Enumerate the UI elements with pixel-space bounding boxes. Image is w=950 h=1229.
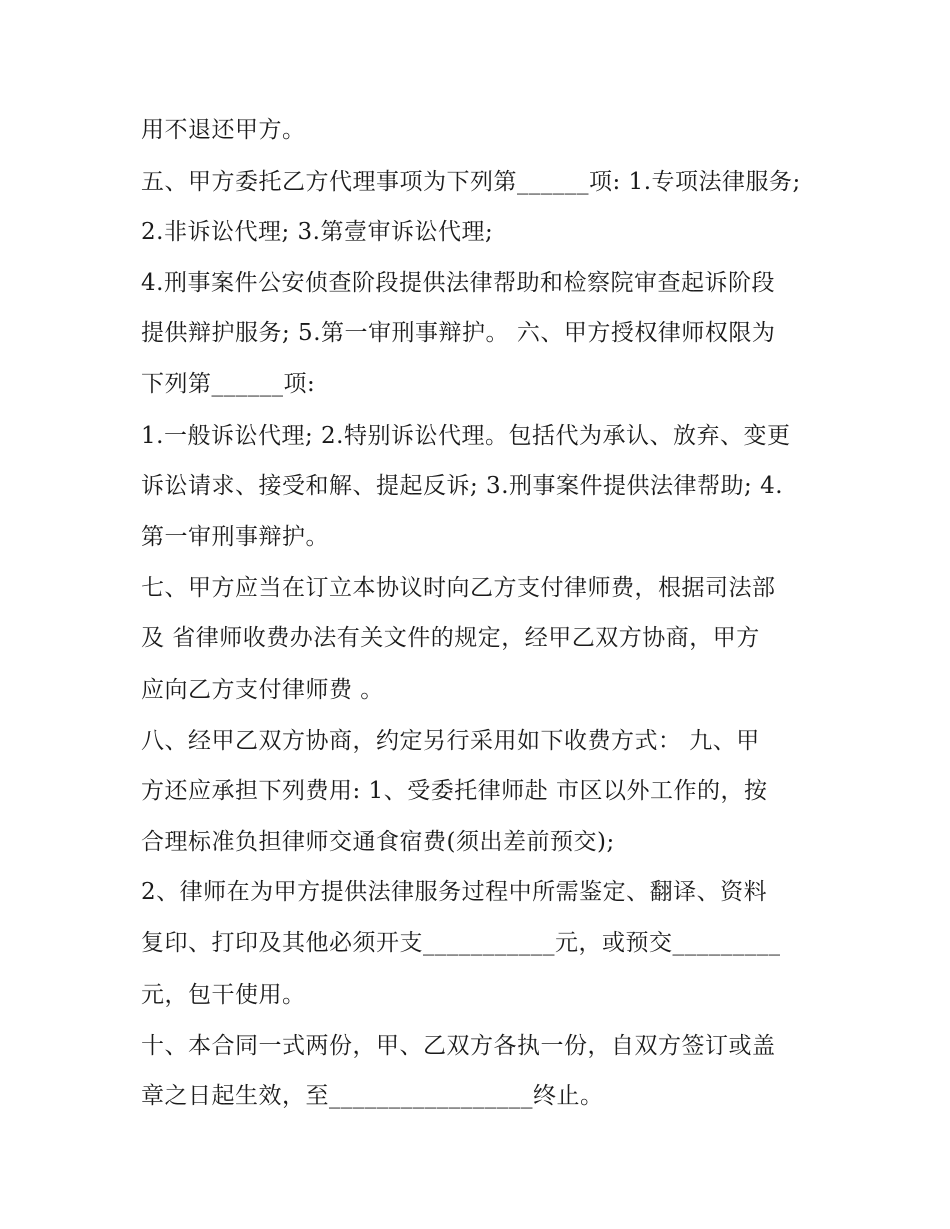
text-line: 下列第______项: [141,371,316,397]
text-line: 用不退还甲方。 [141,117,306,143]
text-line: 应向乙方支付律师费 。 [141,677,384,703]
text-line: 诉讼请求、接受和解、提起反诉; 3.刑事案件提供法律帮助; 4. [141,473,784,499]
text-line: 第一审刑事辩护。 [141,524,329,550]
text-line: 1.一般诉讼代理; 2.特别诉讼代理。包括代为承认、放弃、变更 [141,423,791,449]
text-line: 十、本合同一式两份，甲、乙双方各执一份，自双方签订或盖 [141,1033,776,1059]
text-line: 2.非诉讼代理; 3.第壹审诉讼代理; [141,219,494,245]
text-line: 4.刑事案件公安侦查阶段提供法律帮助和检察院审查起诉阶段 [141,270,775,296]
text-line: 五、甲方委托乙方代理事项为下列第______项: 1.专项法律服务; [141,169,801,195]
text-line: 复印、打印及其他必须开支___________元，或预交_________ [141,930,781,956]
text-line: 提供辩护服务; 5.第一审刑事辩护。 六、甲方授权律师权限为 [141,320,776,346]
text-line: 章之日起生效，至_________________终止。 [141,1083,604,1109]
text-line: 合理标准负担律师交通食宿费(须出差前预交); [141,829,615,855]
text-line: 元，包干使用。 [141,982,306,1008]
text-line: 2、律师在为甲方提供法律服务过程中所需鉴定、翻译、资料 [141,879,768,905]
text-line: 及 省律师收费办法有关文件的规定，经甲乙双方协商，甲方 [141,625,760,651]
text-line: 七、甲方应当在订立本协议时向乙方支付律师费，根据司法部 [141,575,776,601]
text-line: 八、经甲乙双方协商，约定另行采用如下收费方式： 九、甲 [141,728,760,754]
text-line: 方还应承担下列费用: 1、受委托律师赴 市区以外工作的，按 [141,778,768,804]
